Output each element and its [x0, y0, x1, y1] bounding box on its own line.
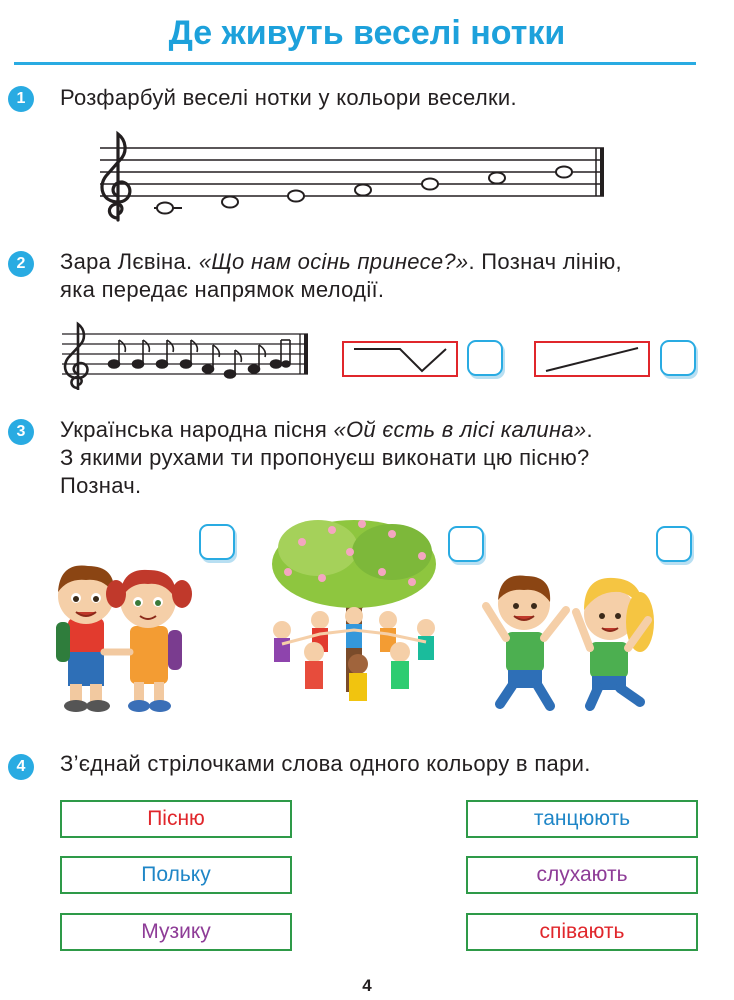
task-number-badge: 2 — [8, 251, 34, 277]
whole-note — [288, 191, 304, 202]
task-1-staff — [96, 128, 612, 224]
right-word-box-3[interactable] — [466, 913, 698, 951]
melody-option-rising-checkbox[interactable] — [660, 340, 696, 376]
task-3-period: . — [586, 417, 593, 442]
task-2-instruction: . Познач лінію, — [468, 249, 622, 274]
right-word-3: співають — [539, 920, 625, 943]
valley-line-icon — [344, 343, 456, 375]
movement-walking-checkbox[interactable] — [199, 524, 235, 560]
task-2-song-title: «Що нам осінь принесе?» — [198, 249, 469, 274]
task-3-line-1 — [60, 416, 593, 444]
melody-option-valley-checkbox[interactable] — [467, 340, 503, 376]
treble-clef-icon — [102, 134, 130, 220]
whole-note — [355, 185, 371, 196]
task-3-line-2: З якими рухами ти пропонуєш виконати цю пісню? — [60, 445, 590, 470]
right-word-box-2[interactable] — [466, 856, 698, 894]
round-dance-tree-illustration — [262, 512, 448, 716]
movement-round-dance-checkbox[interactable] — [448, 526, 484, 562]
task-2-line-2: яка передає напрямок мелодії. — [60, 277, 385, 302]
left-word-2: Польку — [141, 863, 211, 886]
task-number-badge: 1 — [8, 86, 34, 112]
task-number-badge: 3 — [8, 419, 34, 445]
melody-option-rising[interactable] — [534, 341, 650, 377]
whole-note — [422, 179, 438, 190]
page-title: Де живуть веселі нотки — [168, 14, 566, 52]
task-3-song-title: «Ой єсть в лісі калина» — [333, 417, 587, 442]
whole-note — [157, 203, 173, 214]
title-underline — [14, 62, 696, 65]
left-word-box-2[interactable] — [60, 856, 292, 894]
right-word-box-1[interactable] — [466, 800, 698, 838]
children-jumping-illustration — [480, 566, 672, 716]
whole-note — [222, 197, 238, 208]
rising-line-icon — [536, 343, 648, 375]
left-word-box-3[interactable] — [60, 913, 292, 951]
children-walking-illustration — [38, 556, 210, 716]
task-3-line-3: Познач. — [60, 473, 142, 498]
task-3-intro: Українська народна пісня — [60, 417, 334, 442]
task-number-badge: 4 — [8, 754, 34, 780]
movement-jumping-checkbox[interactable] — [656, 526, 692, 562]
task-4-text: З’єднай стрілочками слова одного кольору в пари. — [60, 751, 591, 776]
whole-note — [489, 173, 505, 184]
task-2-line-1 — [60, 248, 622, 276]
right-word-2: слухають — [536, 863, 628, 886]
task-2-melody-staff — [60, 320, 310, 390]
page-number: 4 — [362, 976, 372, 995]
task-1-text: Розфарбуй веселі нотки у кольори веселки. — [60, 85, 517, 110]
task-2-author: Зара Лєвіна. — [60, 249, 199, 274]
right-word-1: танцюють — [533, 807, 631, 830]
left-word-3: Музику — [141, 920, 211, 943]
left-word-1: Пісню — [147, 807, 205, 830]
melody-option-valley[interactable] — [342, 341, 458, 377]
left-word-box-1[interactable] — [60, 800, 292, 838]
whole-note — [556, 167, 572, 178]
